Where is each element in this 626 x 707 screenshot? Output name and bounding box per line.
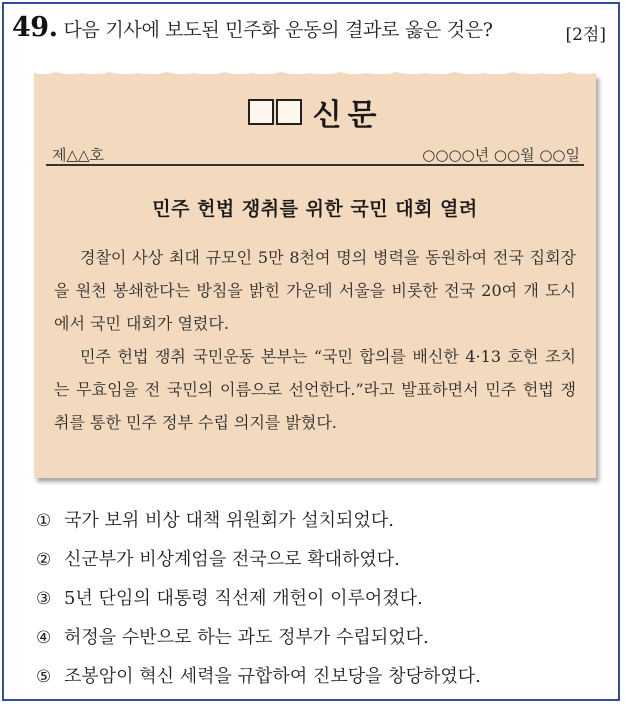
newspaper-clipping xyxy=(34,74,596,478)
choice-number: ③ xyxy=(36,589,52,609)
choice-number: ① xyxy=(36,511,52,531)
choice-text: 허정을 수반으로 하는 과도 정부가 수립되었다. xyxy=(64,627,429,648)
choice-text: 국가 보위 비상 대책 위원회가 설치되었다. xyxy=(64,510,394,531)
choice-number: ④ xyxy=(36,628,52,648)
choice-1[interactable] xyxy=(36,506,606,545)
newspaper-name: 신문 xyxy=(312,98,383,133)
masthead-blank-boxes xyxy=(247,99,303,125)
article-body xyxy=(46,241,584,439)
question-points: [2점] xyxy=(565,25,606,45)
choice-2[interactable] xyxy=(36,545,606,584)
answer-choices xyxy=(36,506,606,701)
choice-number: ⑤ xyxy=(36,667,52,687)
article-paragraph: 민주 헌법 쟁취 국민운동 본부는 “국민 합의를 배신한 4·13 호헌 조치는 무효임을 전 국민의 이름으로 선언한다.”라고 발표하면서 민주 헌법 쟁취를 통한 민주 정부 수립 의지를 밝혔다. xyxy=(54,347,576,432)
choice-5[interactable] xyxy=(36,662,606,701)
issue-number: 제△△호 xyxy=(52,146,105,164)
choice-text: 5년 단임의 대통령 직선제 개헌이 이루어졌다. xyxy=(64,588,423,609)
choice-4[interactable] xyxy=(36,623,606,662)
question-text: 다음 기사에 보도된 민주화 운동의 결과로 옳은 것은? xyxy=(63,19,493,41)
article-paragraph: 경찰이 사상 최대 규모인 5만 8천여 명의 병력을 동원하여 전국 집회장을 원천 봉쇄한다는 방침을 밝힌 가운데 서울을 비롯한 전국 20여 개 도시에서 국민 대회가 열렸다. xyxy=(54,248,576,333)
blank-box xyxy=(276,99,302,125)
newspaper-masthead xyxy=(46,90,584,133)
issue-row xyxy=(46,144,584,166)
blank-box xyxy=(248,99,274,125)
question-header xyxy=(12,12,610,52)
article-headline: 민주 헌법 쟁취를 위한 국민 대회 열려 xyxy=(152,198,478,220)
choice-text: 신군부가 비상계엄을 전국으로 확대하였다. xyxy=(64,549,400,570)
issue-date: ○○○○년 ○○월 ○○일 xyxy=(422,146,580,164)
choice-text: 조봉암이 혁신 세력을 규합하여 진보당을 창당하였다. xyxy=(64,666,481,687)
choice-3[interactable] xyxy=(36,584,606,623)
choice-number: ② xyxy=(36,550,52,570)
question-number: 49. xyxy=(12,12,58,43)
